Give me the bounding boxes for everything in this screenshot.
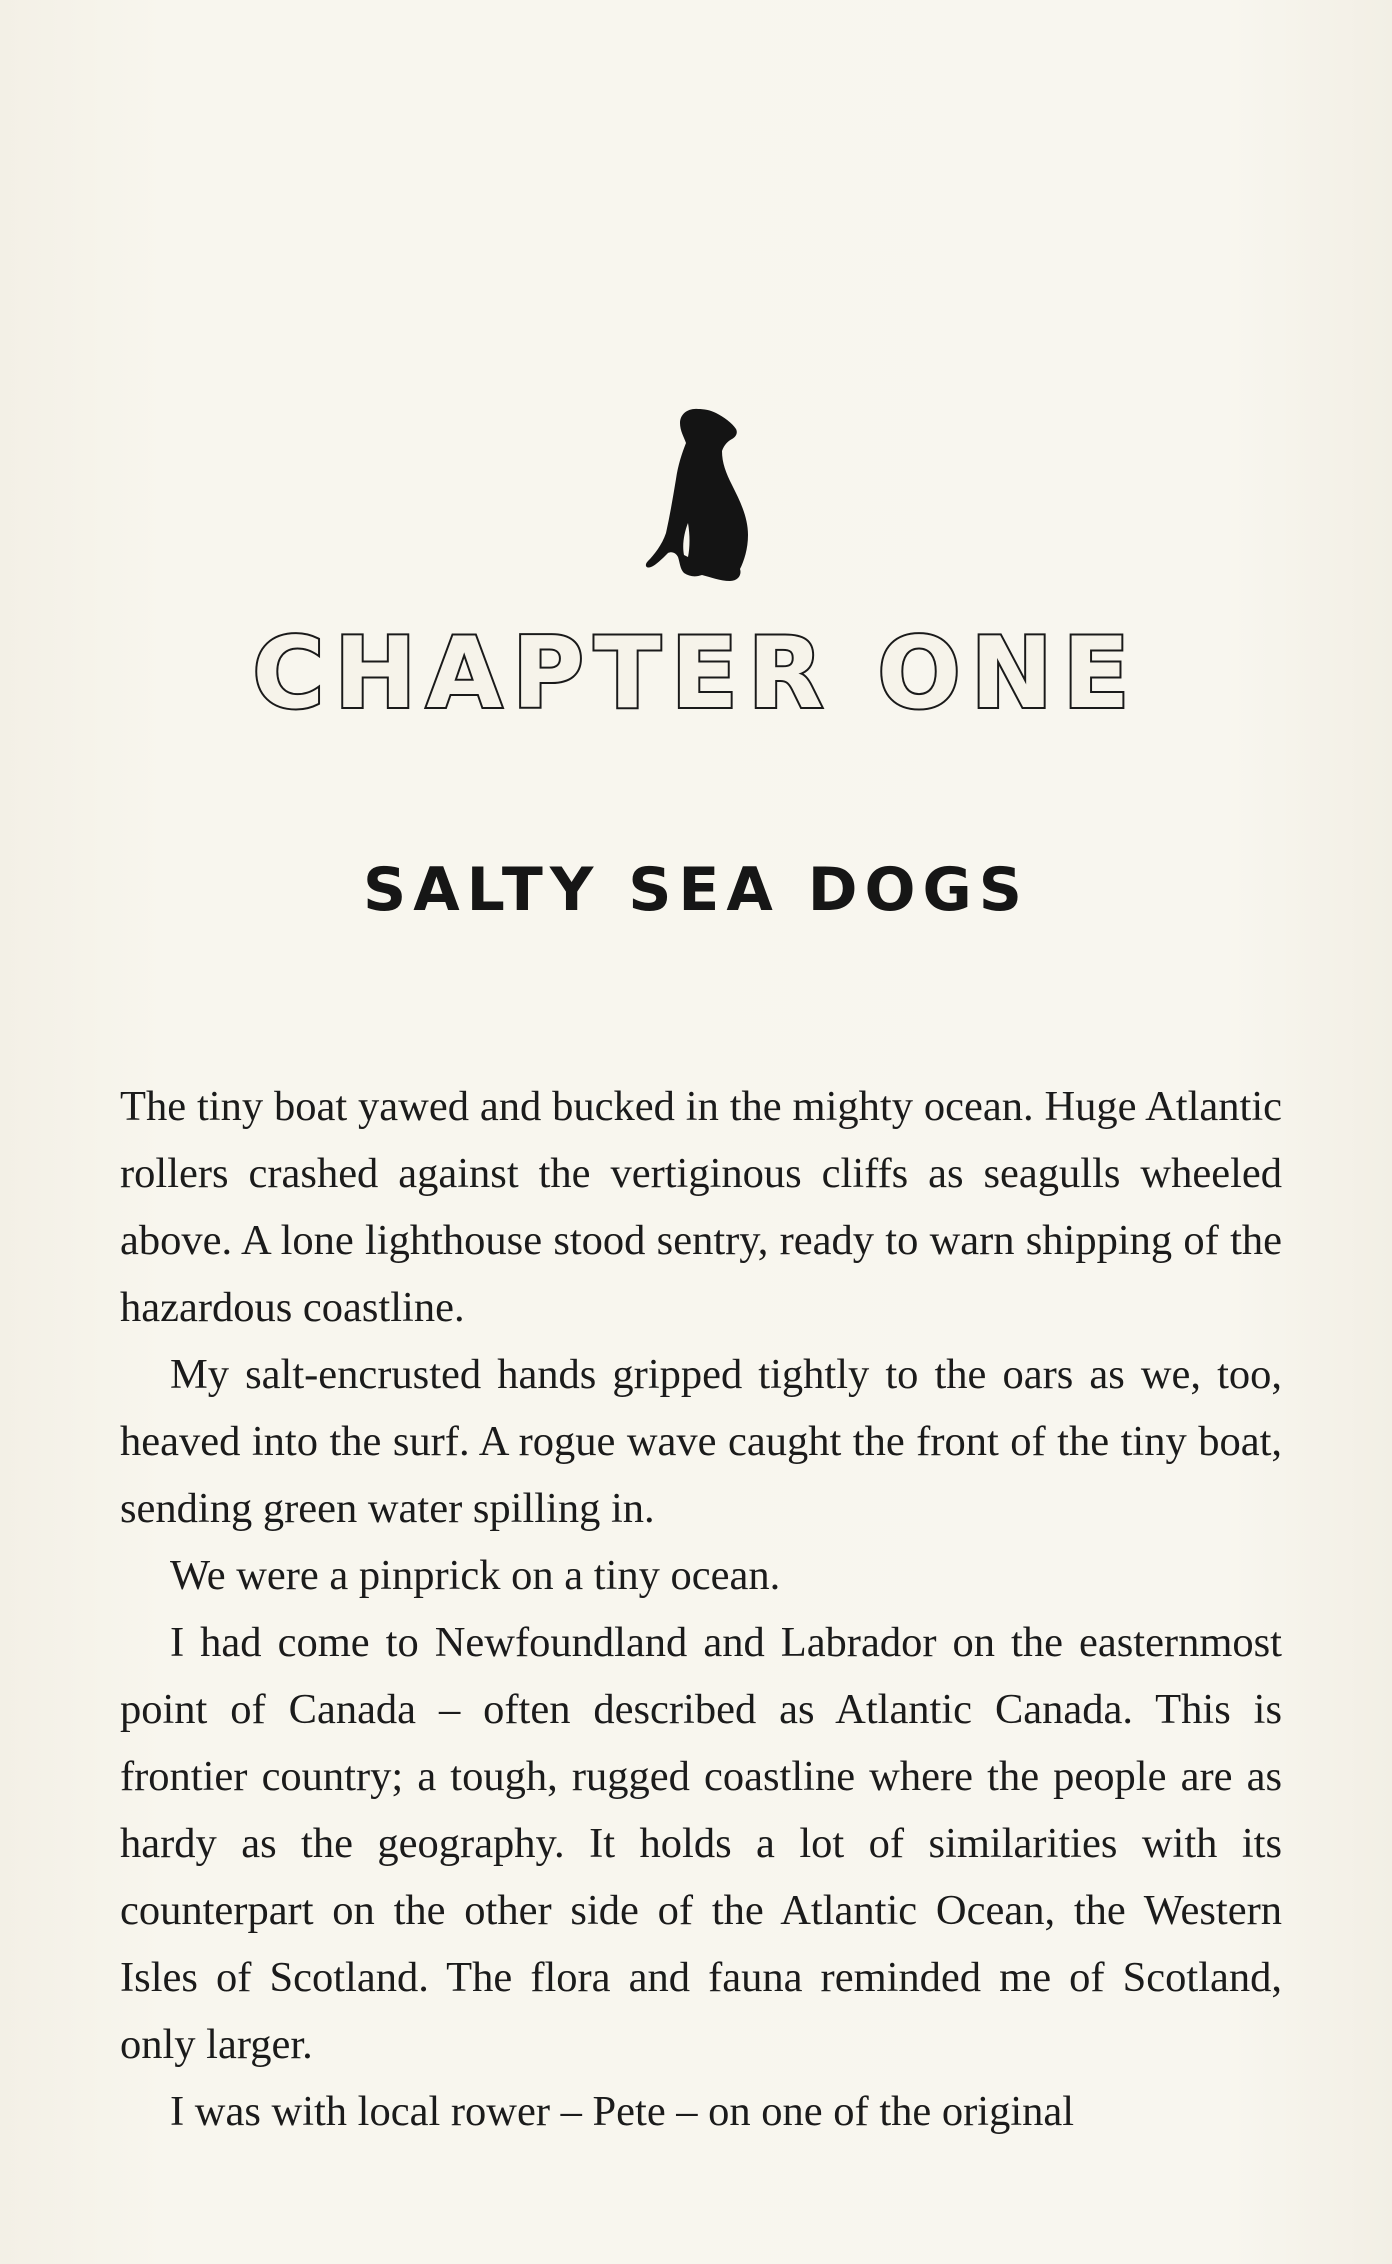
chapter-title: CHAPTER ONE xyxy=(252,617,1140,731)
chapter-subtitle: SALTY SEA DOGS xyxy=(362,855,1029,925)
sitting-dog-silhouette-icon xyxy=(640,405,760,585)
paragraph-4: I had come to Newfoundland and Labrador on the easternmost point of Canada – often described as Atlantic Canada. This is frontier country; a tough, rugged coastline where the people are as hardy as the geography. It holds a lot of similarities with its counterpart on the other side of the Atlantic Ocean, the Western Isles of Scotland. The flora and fauna reminded me of Scotland, only larger. xyxy=(120,1619,1282,2068)
paragraph-5: I was with local rower – Pete – on one of the original xyxy=(170,2088,1075,2135)
paragraph-3: We were a pinprick on a tiny ocean. xyxy=(170,1552,781,1599)
paragraph-1: The tiny boat yawed and bucked in the mighty ocean. Huge Atlantic rollers crashed against the vertiginous cliffs as seagulls wheeled above. A lone lighthouse stood sentry, ready to warn shipping of the hazardous coastline. xyxy=(120,1083,1282,1331)
chapter-body xyxy=(120,1073,1282,2145)
paragraph-2: My salt-encrusted hands gripped tightly to the oars as we, too, heaved into the surf. A rogue wave caught the front of the tiny boat, sending green water spilling in. xyxy=(120,1351,1282,1532)
